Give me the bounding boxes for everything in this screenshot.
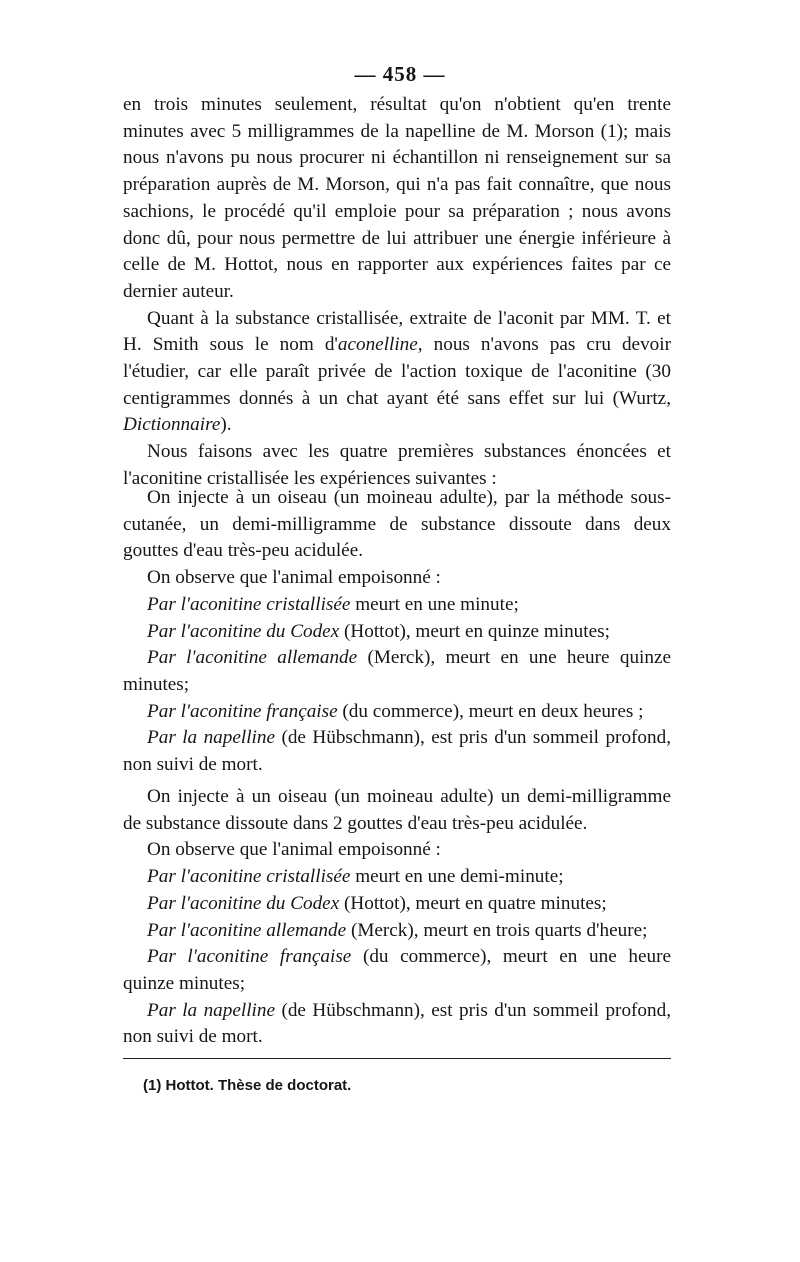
substance-label: Par la napelline xyxy=(147,999,275,1021)
result-line xyxy=(123,864,671,891)
text-run: en trois minutes seulement, résultat qu'on n'obtient qu'en trente minutes avec 5 milligrammes de la napelline de M. Morson (1); mais nous n'avons pu nous procurer ni échantillon ni renseignement sur sa préparation auprès de M. Morson, qui n'a pas fait connaître, que nous sachions, le procédé qu'il emploie pour sa préparation ; nous avons donc dû, pour nous permettre de lui attribuer une énergie inférieure à celle de M. Hottot, nous en rapporter aux expériences faites par ce dernier auteur. xyxy=(123,94,671,302)
result-text: (de Hübschmann), est pris d'un sommeil profond, non suivi de mort. xyxy=(123,999,672,1048)
substance-label: Par l'aconitine française xyxy=(147,700,338,722)
page-number: — 458 — xyxy=(354,62,446,86)
experiment-1 xyxy=(123,485,671,779)
result-line xyxy=(123,944,671,997)
substance-label: Par l'aconitine allemande xyxy=(147,647,358,669)
result-line xyxy=(123,725,671,778)
substance-label: Par l'aconitine allemande xyxy=(147,919,347,941)
substance-label: Par la napelline xyxy=(147,727,275,749)
result-text: (du commerce), meurt en une heure quinze minutes; xyxy=(123,946,671,994)
result-text: meurt en une minute; xyxy=(350,593,519,615)
experiment-1-intro: On injecte à un oiseau (un moineau adulte), par la méthode sous-cutanée, un demi-milligramme de substance dissoute dans deux gouttes d'eau très-peu acidulée. xyxy=(123,487,671,562)
substance-label: Par l'aconitine du Codex xyxy=(147,892,340,914)
result-text: (Hottot), meurt en quinze minutes; xyxy=(339,620,610,642)
text-run: Nous faisons avec les quatre premières substances énoncées et l'aconitine cristallisée les expériences suivantes : xyxy=(123,441,671,489)
result-text: (Hottot), meurt en quatre minutes; xyxy=(339,892,607,914)
result-text: (Merck), meurt en une heure quinze minutes; xyxy=(123,647,671,695)
italic-text: Dictionnaire xyxy=(123,414,221,436)
result-line xyxy=(123,645,671,698)
experiment-1-observe: On observe que l'animal empoisonné : xyxy=(147,567,441,589)
result-line xyxy=(123,998,671,1051)
italic-text: aconelline xyxy=(337,334,418,356)
experiment-2 xyxy=(123,784,671,1051)
text-run: ). xyxy=(220,414,232,436)
footnote: (1) Hottot. Thèse de doctorat. xyxy=(143,1077,352,1094)
experiment-2-observe: On observe que l'animal empoisonné : xyxy=(147,839,441,861)
footnote-divider xyxy=(123,1058,671,1059)
result-line xyxy=(123,699,671,726)
text-run: , nous n'avons pas cru devoir l'étudier, car elle paraît privée de l'action toxique de l'aconitine (30 centigrammes donnés à un chat ayant été sans effet sur lui (Wurtz, xyxy=(123,334,671,409)
experiment-2-intro: On injecte à un oiseau (un moineau adulte) un demi-milligramme de substance dissoute dans 2 gouttes d'eau très-peu acidulée. xyxy=(123,786,671,834)
paragraph xyxy=(123,306,671,440)
result-line xyxy=(123,891,671,918)
result-text: (du commerce), meurt en deux heures ; xyxy=(337,700,644,722)
result-line xyxy=(123,592,671,619)
opening-paragraphs xyxy=(123,92,671,493)
result-text: (de Hübschmann), est pris d'un sommeil profond, non suivi de mort. xyxy=(123,727,672,776)
substance-label: Par l'aconitine du Codex xyxy=(147,620,340,642)
substance-label: Par l'aconitine cristallisée xyxy=(147,593,351,615)
paragraph xyxy=(123,92,671,306)
substance-label: Par l'aconitine cristallisée xyxy=(147,866,351,888)
result-text: meurt en une demi-minute; xyxy=(350,866,564,888)
result-text: (Merck), meurt en trois quarts d'heure; xyxy=(346,919,648,941)
result-line xyxy=(123,918,671,945)
substance-label: Par l'aconitine française xyxy=(147,946,352,968)
experiment-2-results xyxy=(123,864,671,1051)
text-run: Quant à la substance cristallisée, extraite de l'aconit par MM. T. et H. Smith sous le nom d' xyxy=(123,307,671,356)
experiment-1-results xyxy=(123,592,671,779)
result-line xyxy=(123,619,671,646)
